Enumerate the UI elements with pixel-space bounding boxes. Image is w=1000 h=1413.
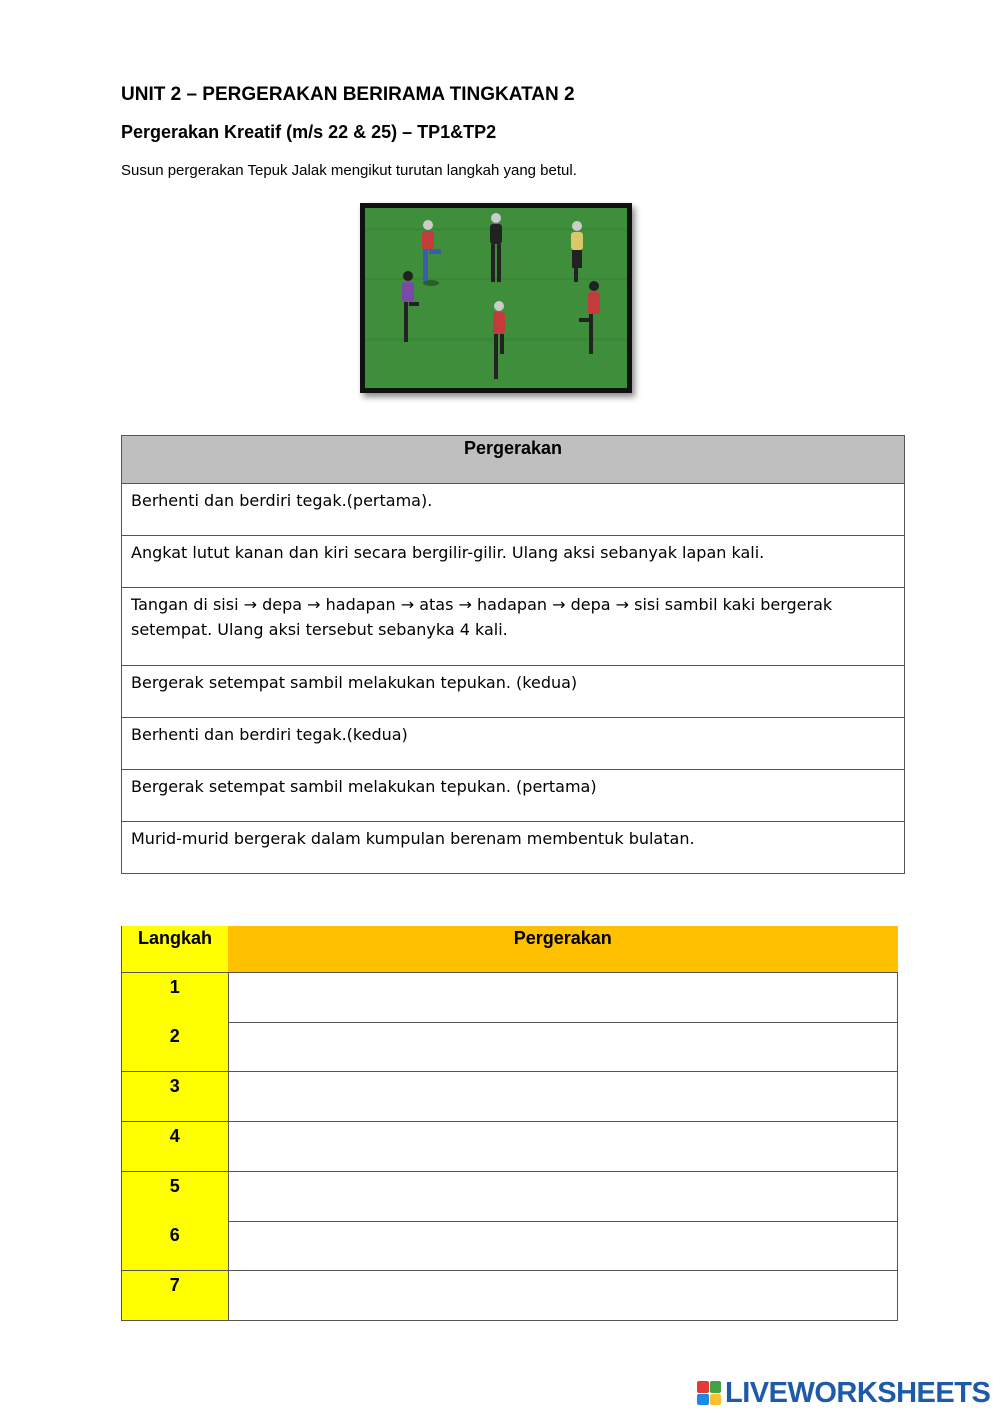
instruction-text: Susun pergerakan Tepuk Jalak mengikut turutan langkah yang betul. (121, 162, 577, 179)
answer-drop-zone[interactable] (228, 1271, 898, 1321)
move-card[interactable]: Berhenti dan berdiri tegak.(pertama). (122, 484, 905, 536)
move-card[interactable]: Angkat lutut kanan dan kiri secara bergilir-gilir. Ulang aksi sebanyak lapan kali. (122, 536, 905, 588)
move-card[interactable]: Berhenti dan berdiri tegak.(kedua) (122, 718, 905, 770)
steps-table (121, 926, 898, 1321)
moves-table (121, 435, 905, 874)
step-number: 4 (122, 1122, 229, 1172)
step-number: 1 (122, 973, 229, 1023)
step-number: 3 (122, 1072, 229, 1122)
dance-photo (360, 203, 632, 393)
step-number: 6 (122, 1221, 229, 1271)
unit-title: UNIT 2 – PERGERAKAN BERIRAMA TINGKATAN 2 (121, 84, 575, 105)
step-column-header: Langkah (122, 926, 229, 973)
answer-drop-zone[interactable] (228, 1172, 898, 1222)
move-column-header: Pergerakan (228, 926, 898, 973)
subtitle: Pergerakan Kreatif (m/s 22 & 25) – TP1&TP2 (121, 122, 497, 142)
brand-name: LIVEWORKSHEETS (725, 1376, 991, 1409)
answer-drop-zone[interactable] (228, 1221, 898, 1271)
step-number: 7 (122, 1271, 229, 1321)
move-card[interactable]: Bergerak setempat sambil melakukan tepukan. (pertama) (122, 770, 905, 822)
liveworksheets-logo (697, 1376, 990, 1410)
answer-drop-zone[interactable] (228, 1022, 898, 1072)
moves-header: Pergerakan (122, 436, 905, 484)
move-card[interactable]: Murid-murid bergerak dalam kumpulan berenam membentuk bulatan. (122, 822, 905, 874)
answer-drop-zone[interactable] (228, 973, 898, 1023)
dancers-illustration (365, 208, 627, 388)
step-number: 5 (122, 1172, 229, 1222)
logo-icon (697, 1381, 721, 1405)
answer-drop-zone[interactable] (228, 1072, 898, 1122)
move-card[interactable]: Bergerak setempat sambil melakukan tepukan. (kedua) (122, 666, 905, 718)
step-number: 2 (122, 1022, 229, 1072)
move-card[interactable]: Tangan di sisi → depa → hadapan → atas → hadapan → depa → sisi sambil kaki bergerak setempat. Ulang aksi tersebut sebanyka 4 kali. (122, 588, 905, 666)
answer-drop-zone[interactable] (228, 1122, 898, 1172)
